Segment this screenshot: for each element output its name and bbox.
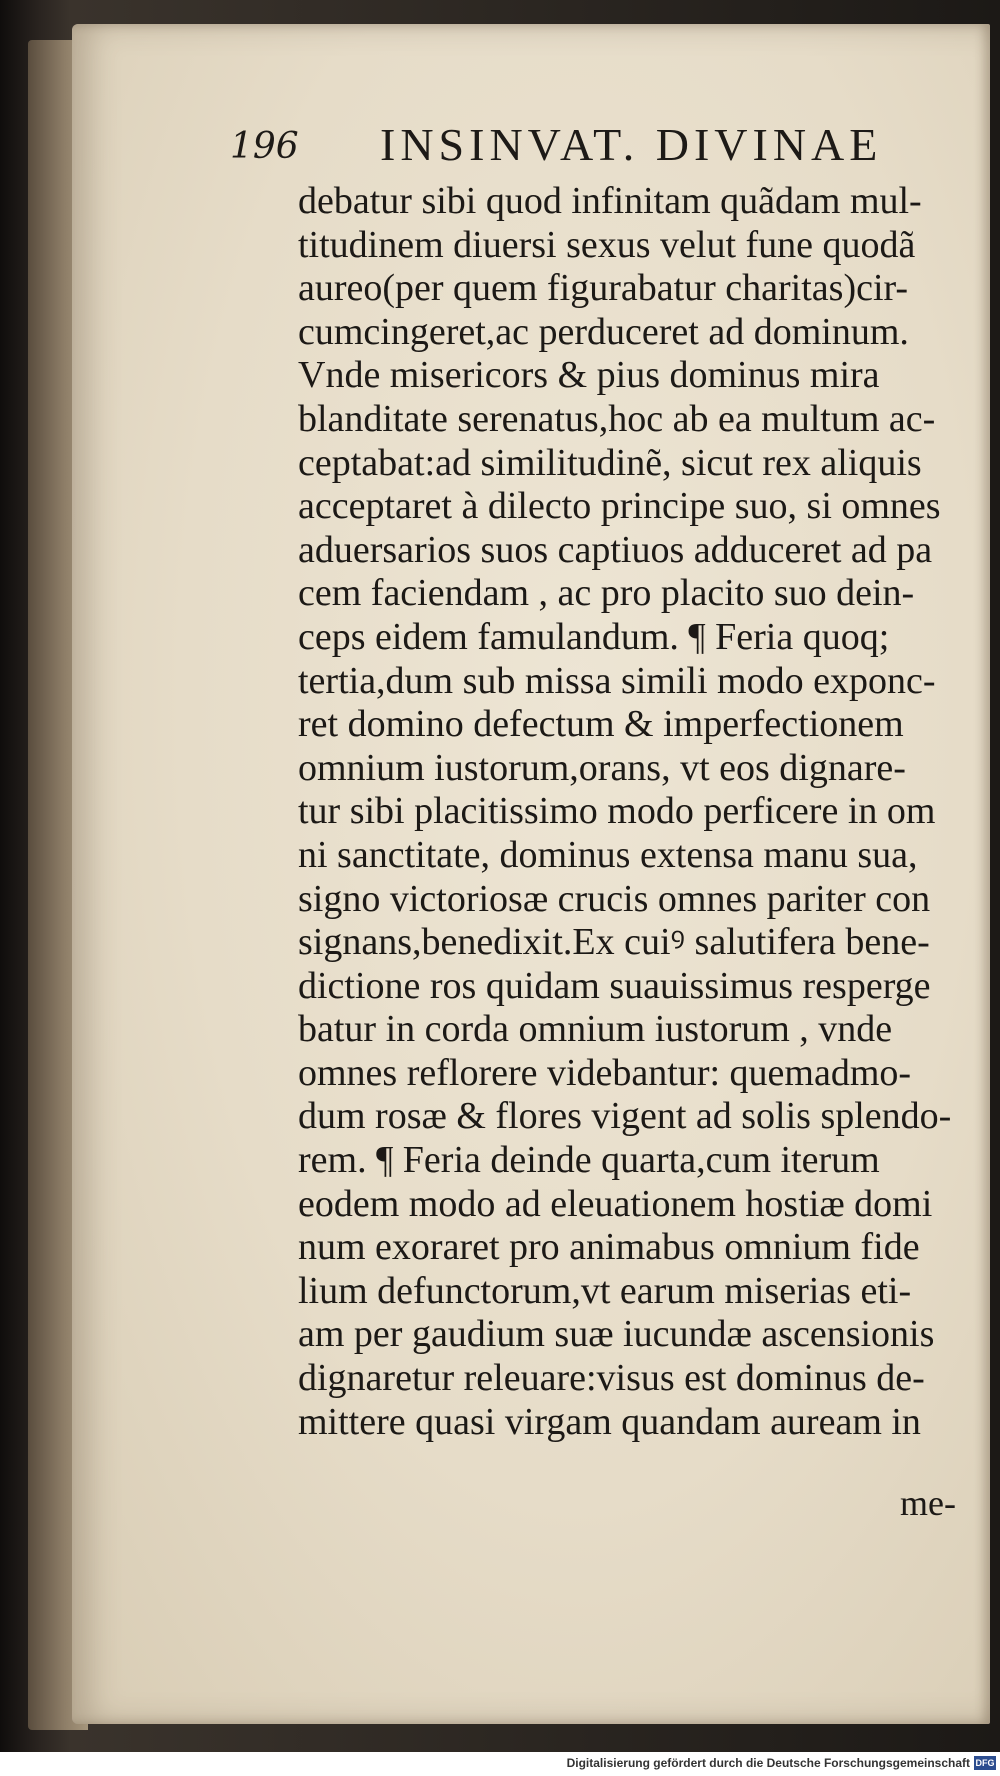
text-line: omnium iustorum,orans, vt eos dignare-: [298, 746, 906, 789]
text-line: ni sanctitate, dominus extensa manu sua,: [298, 833, 918, 876]
footer-bar: [0, 1752, 1000, 1776]
text-line: lium defunctorum,vt earum miserias eti-: [298, 1269, 912, 1312]
text-line: num exoraret pro animabus omnium fide: [298, 1226, 920, 1269]
text-line: tertia,dum sub missa simili modo exponc-: [298, 659, 936, 702]
text-line: dictione ros quidam suauissimus resperge: [298, 964, 931, 1007]
text-line: ret domino defectum & imperfectionem: [298, 703, 904, 746]
footer-credit: Digitalisierung gefördert durch die Deutsche Forschungsgemeinschaft: [566, 1756, 970, 1770]
text-line: titudinem diuersi sexus velut fune quodã: [298, 223, 916, 266]
running-head: INSINVAT. DIVINAE: [380, 119, 883, 170]
text-line: aureo(per quem figurabatur charitas)cir-: [298, 267, 909, 310]
text-line: signans,benedixit.Ex cuiꝰ salutifera bene-: [298, 921, 930, 964]
text-line: ceptabat:ad similitudinẽ, sicut rex aliquis: [298, 441, 922, 484]
text-line: dum rosæ & flores vigent ad solis splendo-: [298, 1095, 952, 1138]
text-line: am per gaudium suæ iucundæ ascensionis: [298, 1313, 935, 1356]
text-line: ceps eidem famulandum. ¶ Feria quoq;: [298, 615, 890, 658]
text-line: debatur sibi quod infinitam quãdam mul-: [298, 180, 922, 222]
text-line: eodem modo ad eleuationem hostiæ domi: [298, 1182, 933, 1225]
text-line: aduersarios suos captiuos adduceret ad pa: [298, 528, 933, 571]
body-text: [298, 180, 978, 1444]
page-header: [230, 118, 950, 178]
dfg-logo-icon: DFG: [975, 1758, 995, 1768]
text-line: rem. ¶ Feria deinde quarta,cum iterum: [298, 1139, 880, 1182]
text-line: acceptaret à dilecto principe suo, si omnes: [298, 485, 941, 528]
text-line: omnes reflorere videbantur: quemadmo-: [298, 1051, 912, 1094]
text-line: cumcingeret,ac perduceret ad dominum.: [298, 310, 909, 353]
page-number: 196: [230, 126, 299, 167]
text-line: dignaretur releuare:visus est dominus de-: [298, 1357, 925, 1400]
text-line: mittere quasi virgam quandam auream in: [298, 1400, 921, 1443]
text-line: tur sibi placitissimo modo perficere in om: [298, 790, 936, 833]
text-line: blanditate serenatus,hoc ab ea multum ac-: [298, 397, 936, 440]
text-line: cem faciendam , ac pro placito suo dein-: [298, 572, 915, 615]
text-line: signo victoriosæ crucis omnes pariter con: [298, 877, 931, 920]
text-line: Vnde misericors & pius dominus mira: [298, 354, 880, 397]
catchword: me-: [900, 1483, 956, 1523]
text-line: batur in corda omnium iustorum , vnde: [298, 1008, 893, 1051]
